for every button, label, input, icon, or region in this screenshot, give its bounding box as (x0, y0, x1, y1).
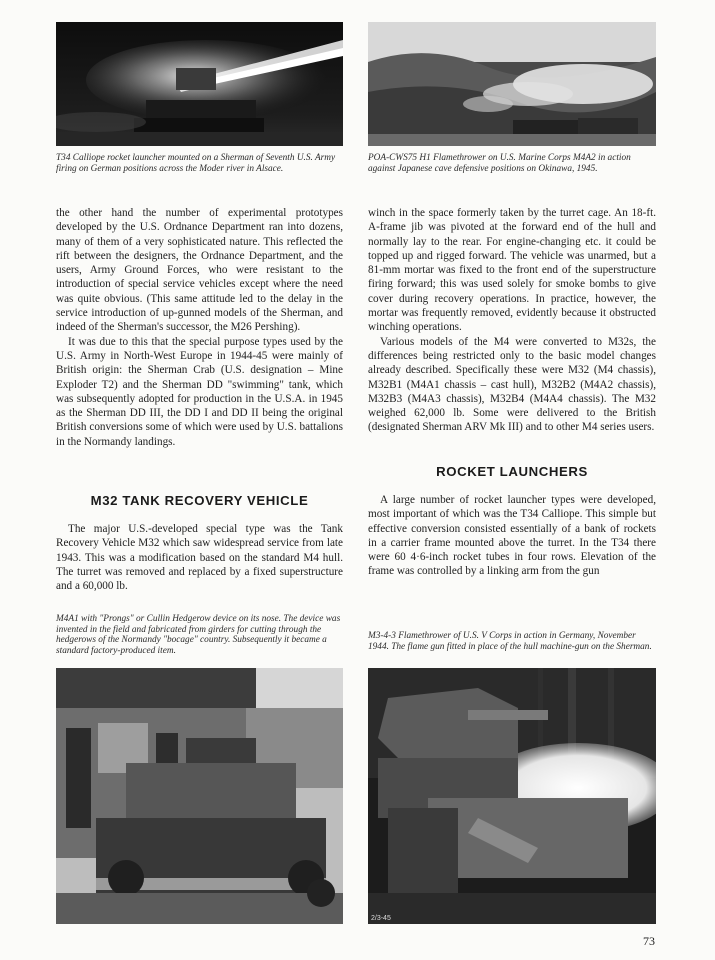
right-paragraph-1: winch in the space formerly taken by the turret cage. An 18-ft. A-frame jib was pivoted at the forward end of the hull and normally lay to the rear. For engine-changing etc. it could be topped up and rigged forward. The vehicle was unarmed, but a 81-mm mortar was fixed to the front end of the superstructure firing forward; this was used solely for smoke bombs to give cover during recovery operations. In practice, however, the mortar was frequently removed, evidently because it obstructed winching operations. (368, 207, 656, 334)
photo-m4a1-prongs (56, 668, 343, 924)
left-paragraph-1: the other hand the number of experimental prototypes developed by the U.S. Ordnance Department ran into dozens, many of them of a very sophisticated nature. This reflected the rift between the designers, the Ordnance Department, and the users, Army Ground Forces, who were resistant to the introduction of special service vehicles except where the need was quite obvious. (This same attitude led to the delay in the service introduction of up-gunned models of the Sherman, and indeed of the Sherman's successor, the M26 Pershing). (56, 207, 343, 334)
caption-m4a1-prongs: M4A1 with "Prongs" or Cullin Hedgerow device on its nose. The device was invented in the field and fabricated from girders for cutting through the hedgerows of the Normandy "bocage" country. Subsequently it became a standard factory-produced item. (56, 614, 341, 656)
left-paragraph-3: The major U.S.-developed special type was the Tank Recovery Vehicle M32 which saw widespread service from late 1943. This was a modification based on the standard M4 hull. The turret was removed and replaced by a fixed superstructure and a 60,000 lb. (56, 523, 343, 593)
caption-flamethrower-okinawa: POA-CWS75 H1 Flamethrower on U.S. Marine Corps M4A2 in action against Japanese cave defensive positions on Okinawa, 1945. (368, 153, 631, 174)
photo-m3-4-3-flamethrower (368, 668, 656, 924)
right-column-upper (368, 206, 656, 435)
left-column-lower (56, 522, 343, 593)
left-column-upper (56, 206, 343, 449)
photo-flamethrower-okinawa (368, 22, 656, 146)
heading-m32-recovery: M32 TANK RECOVERY VEHICLE (90, 493, 309, 508)
photo-marking: 2/3-45 (371, 915, 391, 922)
caption-m3-4-3-flamethrower: M3-4-3 Flamethrower of U.S. V Corps in action in Germany, November 1944. The flame gun fitted in place of the hull machine-gun on the Sherman. (368, 631, 652, 652)
right-paragraph-2: Various models of the M4 were converted to M32s, the differences being restricted only to the basic model changes already described. Specifically these were M32 (M4 chassis), M32B1 (M4A1 chassis – cast hull), M32B2 (M4A2 chassis), M32B3 (M4A3 chassis), M32B4 (M4A4 chassis). The M32 weighed 62,000 lb. Some were delivered to the British (designated Sherman ARV Mk III) and to other M4 series users. (368, 335, 656, 434)
right-paragraph-3: A large number of rocket launcher types were developed, most important of which was the T34 Calliope. This simple but effective conversion consisted essentially of a bank of rockets in a carrier frame mounted above the turret. In the T34 there were 60 4·6-inch rocket tubes in four rows. Elevation of the frame was controlled by a linking arm from the gun (368, 494, 656, 578)
caption-t34-calliope: T34 Calliope rocket launcher mounted on a Sherman of Seventh U.S. Army firing on German positions across the Moder river in Alsace. (56, 153, 336, 174)
heading-rocket-launchers: ROCKET LAUNCHERS (436, 464, 588, 479)
right-column-lower (368, 493, 656, 579)
page-number: 73 (643, 934, 655, 948)
left-paragraph-2: It was due to this that the special purpose types used by the U.S. Army in North-West Europe in 1944-45 were mainly of British origin: the Sherman Crab (U.S. designation – Mine Exploder T2) and the Sherman DD "swimming" tank, which was subsequently adopted for production in the U.S.A. in 1945 as the Sherman DD III, the DD I and DD II being the original British conversions some of which were used by U.S. battalions in the Normandy landings. (56, 335, 343, 448)
photo-t34-calliope (56, 22, 343, 146)
